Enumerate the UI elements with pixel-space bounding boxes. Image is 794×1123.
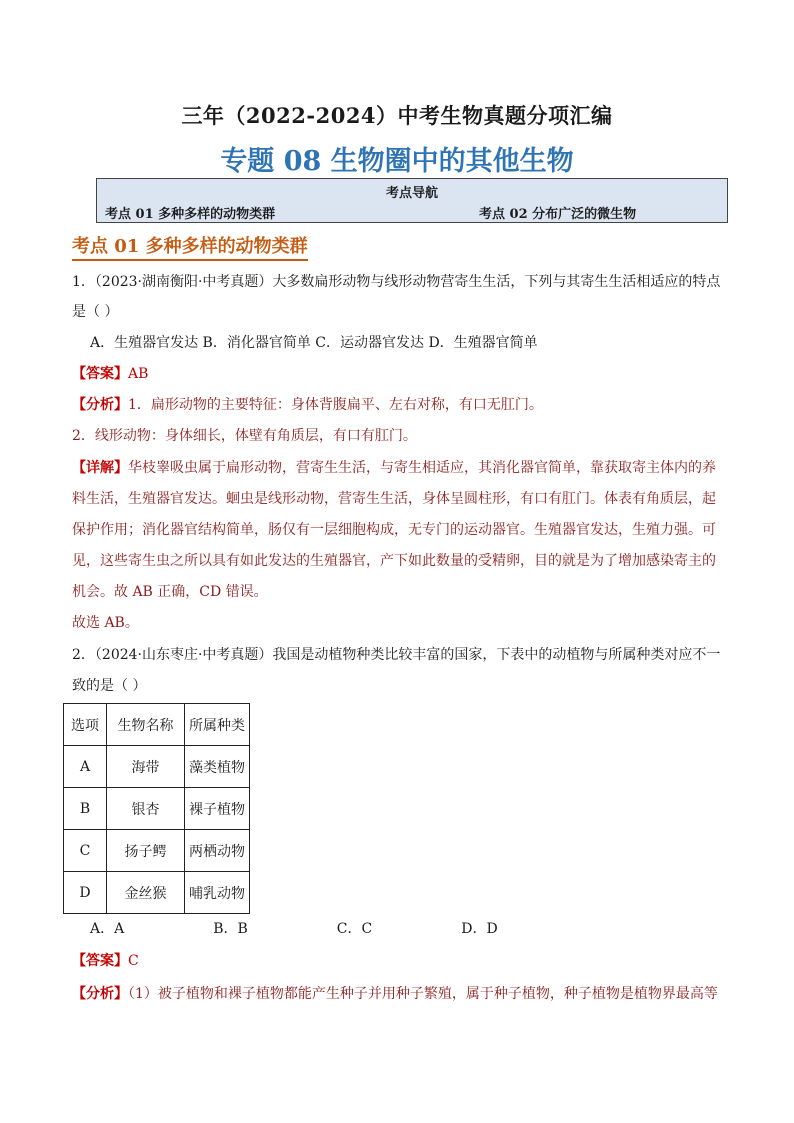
table-cell: C: [64, 830, 107, 872]
q2-answer-row: [72, 951, 139, 971]
doc-title: 三年（2022-2024）中考生物真题分项汇编: [181, 103, 613, 128]
table-cell: B: [64, 788, 107, 830]
q1-options: A．生殖器官发达 B．消化器官简单 C．运动器官发达 D．生殖器官简单: [90, 335, 538, 351]
q2-answer: C: [128, 953, 139, 969]
q2-table: [63, 703, 250, 914]
q2-stem-line-2: 致的是（ ）: [72, 678, 147, 694]
q2-options: A．A B．B C．C D．D: [90, 921, 498, 937]
q2-analysis-row: [72, 984, 718, 1004]
topic-navigation-box: [96, 178, 728, 223]
table-cell: 金丝猴: [107, 872, 185, 914]
detail-tag: 【详解】: [72, 460, 128, 476]
table-cell: 海带: [107, 746, 185, 788]
answer-tag: 【答案】: [72, 366, 128, 382]
q1-detail-line-3: 保护作用；消化器官结构简单，肠仅有一层细胞构成，无专门的运动器官。生殖器官发达，生殖力强。可: [72, 522, 716, 538]
q1-detail-row: [72, 458, 716, 478]
table-cell: D: [64, 872, 107, 914]
q1-analysis-line-2: 2．线形动物：身体细长，体壁有角质层，有口有肛门。: [72, 428, 417, 444]
q1-detail-line-1: 华枝睾吸虫属于扁形动物，营寄生生活，与寄生相适应，其消化器官简单，靠获取寄主体内的养: [128, 460, 716, 476]
q1-detail-line-4: 见，这些寄生虫之所以具有如此发达的生殖器官，产下如此数量的受精卵，目的就是为了增加感染寄主的: [72, 553, 716, 569]
q1-answer-row: [72, 364, 148, 384]
table-cell: A: [64, 746, 107, 788]
table-cell: 哺乳动物: [185, 872, 250, 914]
table-cell: 裸子植物: [185, 788, 250, 830]
q1-answer: AB: [128, 366, 149, 382]
q1-analysis-line-1: 1．扁形动物的主要特征：身体背腹扁平、左右对称，有口无肛门。: [128, 397, 543, 413]
table-header-cell: 选项: [64, 704, 107, 746]
answer-tag: 【答案】: [72, 953, 128, 969]
table-cell: 两栖动物: [185, 830, 250, 872]
table-row: [64, 788, 250, 830]
table-cell: 扬子鳄: [107, 830, 185, 872]
analysis-tag: 【分析】: [72, 397, 128, 413]
table-header-cell: 生物名称: [107, 704, 185, 746]
nav-item-topic-01[interactable]: 考点 01 多种多样的动物类群: [105, 207, 276, 222]
table-header-row: [64, 704, 250, 746]
table-row: [64, 830, 250, 872]
q1-detail-line-2: 料生活，生殖器官发达。蛔虫是线形动物，营寄生生活，身体呈圆柱形，有口有肛门。体表有角质层，起: [72, 491, 716, 507]
q1-analysis-row: [72, 395, 543, 415]
q2-stem-line-1: 2．（2024·山东枣庄·中考真题）我国是动植物种类比较丰富的国家，下表中的动植物与所属种类对应不一: [72, 647, 721, 663]
table-cell: 银杏: [107, 788, 185, 830]
q1-detail-line-5: 机会。故 AB 正确，CD 错误。: [72, 584, 268, 600]
table-cell: 藻类植物: [185, 746, 250, 788]
table-row: [64, 872, 250, 914]
table-row: [64, 746, 250, 788]
nav-title: 考点导航: [385, 186, 438, 201]
q1-conclusion: 故选 AB。: [72, 615, 139, 631]
table-header-cell: 所属种类: [185, 704, 250, 746]
q1-stem-line-2: 是（ ）: [72, 304, 119, 320]
section-heading: 考点 01 多种多样的动物类群: [72, 232, 308, 261]
q2-analysis-line-1: （1）被子植物和裸子植物都能产生种子并用种子繁殖，属于种子植物，种子植物是植物界最高等: [128, 986, 718, 1002]
q1-stem-line-1: 1．（2023·湖南衡阳·中考真题）大多数扁形动物与线形动物营寄生生活，下列与其寄生生活相适应的特点: [72, 274, 721, 290]
analysis-tag: 【分析】: [72, 986, 128, 1002]
nav-item-topic-02[interactable]: 考点 02 分布广泛的微生物: [479, 207, 637, 222]
doc-subtitle: 专题 08 生物圈中的其他生物: [220, 146, 574, 177]
